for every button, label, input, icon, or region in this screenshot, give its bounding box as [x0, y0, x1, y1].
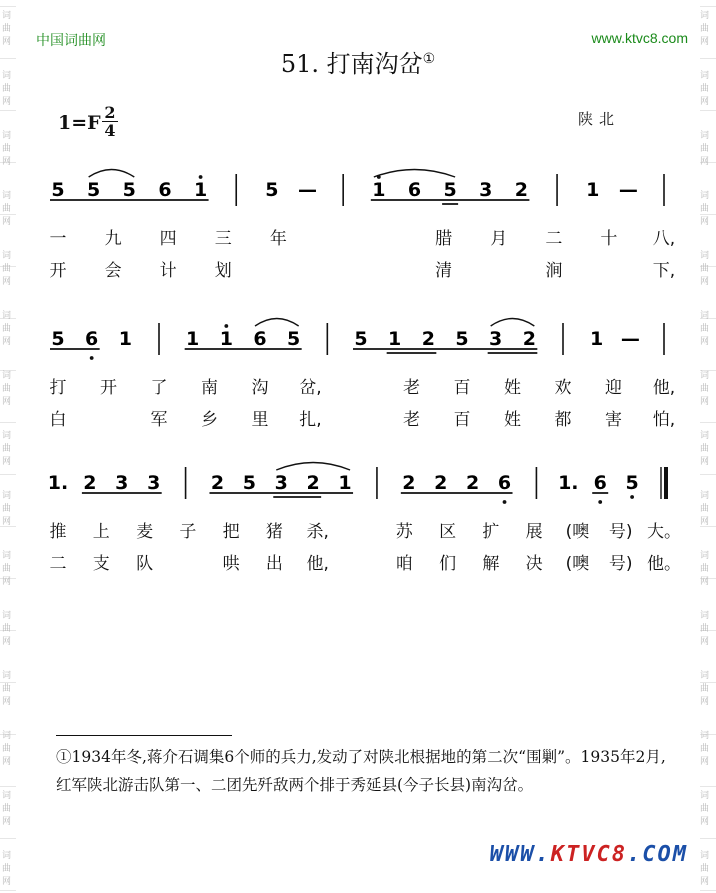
side-watermark-char: 词: [2, 491, 12, 501]
time-signature-top: 2: [104, 103, 116, 122]
lyric-char: 年: [269, 229, 287, 249]
lyric-char: 决: [525, 554, 543, 574]
note: 3: [274, 472, 288, 494]
watermark-part-c: .COM: [627, 842, 688, 867]
octave-dot-above: [224, 324, 228, 328]
note: 5: [87, 179, 101, 201]
note: 1: [586, 179, 600, 201]
note: 2: [421, 328, 435, 350]
watermark-part-b: KTVC8: [550, 842, 628, 867]
lyric-char: 咱: [395, 554, 413, 574]
lyric-char: 百: [453, 410, 471, 430]
note: 3: [147, 472, 161, 494]
lyric-char: 支: [92, 554, 110, 574]
lyric-char: 老: [403, 378, 420, 398]
side-watermark-char: 曲: [700, 444, 710, 454]
note: 5: [242, 472, 256, 494]
footnote-text: ①1934年冬,蒋介石调集6个师的兵力,发动了对陕北根据地的第二次“围剿”。1935年2月,红军陕北游击队第一、二团先歼敌两个排于秀延县(今子长县)南沟岔。: [56, 748, 666, 794]
lyric-char: 了: [150, 378, 168, 398]
lyric-char: 们: [439, 554, 457, 574]
side-watermark-char: 词: [700, 191, 710, 201]
side-watermark-char: 词: [2, 851, 12, 861]
lyric-char: 展: [525, 522, 543, 542]
note: 6: [253, 328, 267, 350]
lyric-char: 害: [605, 410, 622, 430]
note: 5: [443, 179, 457, 201]
lyric-char: 扎,: [299, 410, 322, 430]
side-watermark-char: 曲: [700, 84, 710, 94]
note: 6: [497, 472, 512, 494]
side-watermark-char: 词: [2, 431, 12, 441]
side-watermark-char: 网: [2, 277, 12, 287]
side-watermark-char: 网: [2, 577, 12, 587]
note: 2: [402, 472, 416, 494]
lyric-char: 南: [201, 378, 218, 398]
side-watermark-char: 曲: [700, 264, 710, 274]
side-watermark-char: 曲: [2, 504, 12, 514]
side-watermark-char: 网: [700, 817, 710, 827]
note: 2: [514, 179, 529, 201]
note: 1.: [47, 472, 69, 494]
site-url: www.ktvc8.com: [591, 30, 688, 46]
lyric-char: 子: [179, 522, 197, 542]
note: 1.: [558, 472, 579, 494]
side-watermark-char: 词: [2, 251, 12, 261]
lyric-char: 清: [435, 261, 453, 281]
side-watermark-char: 网: [700, 877, 710, 887]
song-title-text: 51. 打南沟岔: [280, 50, 423, 78]
side-watermark-char: 网: [2, 157, 12, 167]
side-watermark-char: 词: [2, 611, 12, 621]
note: 1: [186, 328, 200, 350]
lyric-char: 月: [490, 229, 508, 249]
lyric-char: 杀,: [306, 522, 329, 542]
side-watermark-char: 词: [700, 851, 710, 861]
note: 6: [407, 179, 422, 201]
lyric-char: 四: [159, 229, 177, 249]
note: 5: [287, 328, 301, 350]
lyric-char: 姓: [504, 378, 521, 398]
side-watermark-char: 网: [2, 637, 12, 647]
side-watermark-char: 词: [700, 431, 710, 441]
lyric-char: 老: [403, 410, 420, 430]
lyric-char: 开: [100, 378, 117, 398]
side-watermark-char: 曲: [2, 444, 12, 454]
note: 1: [388, 328, 402, 350]
side-watermark-char: 词: [700, 731, 710, 741]
lyric-char: 他,: [652, 378, 676, 398]
side-watermark-char: 词: [2, 551, 12, 561]
note: 3: [489, 328, 503, 350]
side-watermark-char: 网: [2, 457, 12, 467]
slur: [276, 463, 350, 471]
lyric-char: 大。: [647, 522, 681, 542]
lyric-char: 下,: [652, 261, 676, 281]
side-watermark-char: 网: [700, 217, 710, 227]
octave-dot-below: [90, 356, 94, 360]
side-watermark-char: 词: [700, 71, 710, 81]
side-watermark-char: 网: [700, 277, 710, 287]
note: 1: [338, 472, 352, 494]
note: 2: [83, 472, 97, 494]
side-watermark-char: 曲: [2, 264, 12, 274]
side-watermark-char: 词: [700, 611, 710, 621]
note: 6: [593, 472, 607, 494]
side-watermark-char: 曲: [700, 204, 710, 214]
lyric-char: 一: [49, 229, 67, 249]
note: 1: [219, 328, 233, 350]
lyric-char: 开: [49, 261, 67, 281]
side-watermark-char: 词: [2, 371, 12, 381]
lyric-char: 出: [265, 554, 283, 574]
lyric-char: 姓: [504, 410, 521, 430]
lyric-char: 麦: [136, 522, 154, 542]
octave-dot-below: [630, 495, 634, 499]
note: 2: [210, 472, 225, 494]
side-watermark-char: 曲: [2, 864, 12, 874]
lyric-char: (噢: [565, 554, 590, 574]
lyric-char: 哄: [222, 554, 240, 574]
lyric-char: 里: [251, 410, 269, 430]
lyric-char: 二: [49, 554, 67, 574]
side-watermark-char: 网: [700, 637, 710, 647]
lyric-char: 八,: [652, 229, 676, 249]
watermark-url: [490, 842, 688, 867]
side-watermark-char: 网: [2, 817, 12, 827]
note: 5: [455, 328, 469, 350]
note: 5: [51, 328, 65, 350]
side-watermark-char: 曲: [2, 324, 12, 334]
lyric-char: 白: [49, 410, 67, 430]
side-watermark-char: 词: [2, 131, 12, 141]
lyric-char: 沟: [251, 378, 269, 398]
side-watermark-char: 网: [700, 37, 710, 47]
lyric-char: 腊: [435, 229, 453, 249]
side-watermark-char: 网: [2, 337, 12, 347]
lyric-char: 欢: [554, 378, 572, 398]
side-watermark-char: 曲: [700, 564, 710, 574]
side-watermark-char: 词: [2, 71, 12, 81]
side-watermark-char: 网: [2, 517, 12, 527]
octave-dot-above: [199, 175, 203, 179]
key-signature: 1=F: [58, 112, 101, 134]
side-watermark-char: 词: [2, 671, 12, 681]
note: 1: [193, 179, 208, 201]
side-watermark-char: 词: [2, 791, 12, 801]
side-watermark-char: 曲: [700, 864, 710, 874]
side-watermark-char: 网: [700, 397, 710, 407]
time-signature-bottom: 4: [102, 121, 118, 139]
side-watermark-char: 曲: [700, 684, 710, 694]
side-watermark-char: 词: [2, 191, 12, 201]
side-watermark-char: 曲: [700, 624, 710, 634]
lyric-char: 推: [49, 522, 67, 542]
slur: [491, 319, 535, 327]
lyric-char: 三: [214, 229, 232, 249]
side-watermark-char: 网: [2, 757, 12, 767]
lyric-char: 解: [482, 554, 500, 574]
side-watermark-char: 曲: [2, 204, 12, 214]
side-watermark-char: 曲: [700, 504, 710, 514]
lyric-char: 他。: [647, 554, 681, 574]
lyric-char: 百: [453, 378, 471, 398]
side-watermark-char: 词: [700, 671, 710, 681]
lyric-char: 号): [608, 554, 633, 574]
side-watermark-char: 曲: [700, 24, 710, 34]
lyric-char: 怕,: [652, 410, 676, 430]
side-watermark-char: 词: [700, 551, 710, 561]
side-watermark-char: 曲: [700, 744, 710, 754]
note: 5: [354, 328, 368, 350]
side-watermark-char: 曲: [2, 144, 12, 154]
lyric-char: 他,: [306, 554, 329, 574]
side-watermark-char: 网: [2, 217, 12, 227]
footnote-mark: ①: [422, 51, 436, 67]
lyric-char: 涧: [545, 261, 563, 281]
side-watermark-char: 网: [700, 157, 710, 167]
note: 6: [158, 179, 172, 201]
side-watermark-char: 词: [700, 371, 710, 381]
side-watermark-char: 词: [2, 11, 12, 21]
note: 2: [306, 472, 320, 494]
side-watermark-char: 网: [700, 757, 710, 767]
lyric-char: 区: [439, 522, 457, 542]
lyric-char: 队: [136, 554, 154, 574]
watermark-part-a: WWW.: [489, 842, 551, 867]
side-watermark-char: 词: [700, 11, 710, 21]
side-watermark-char: 词: [700, 131, 710, 141]
side-watermark-char: 曲: [2, 744, 12, 754]
side-watermark-char: 曲: [2, 684, 12, 694]
lyric-char: 打: [49, 378, 67, 398]
lyric-char: 划: [214, 261, 232, 281]
site-name: 中国词曲网: [36, 33, 106, 49]
side-watermark-char: 曲: [700, 804, 710, 814]
note: 2: [466, 472, 480, 494]
lyric-char: 迎: [605, 378, 622, 398]
side-watermark-char: 曲: [700, 324, 710, 334]
side-watermark-char: 曲: [2, 24, 12, 34]
side-watermark-char: 词: [700, 791, 710, 801]
note: —: [618, 179, 638, 201]
note: 1: [372, 179, 386, 201]
lyric-char: 猪: [265, 522, 283, 542]
lyric-char: 十: [600, 229, 618, 249]
side-watermark-char: 网: [2, 877, 12, 887]
note: 3: [479, 179, 493, 201]
lyric-char: 军: [150, 410, 168, 430]
lyric-char: (噢: [565, 522, 590, 542]
lyric-char: 上: [92, 522, 110, 542]
lyric-char: 号): [608, 522, 633, 542]
octave-dot-below: [503, 500, 507, 504]
note: 1: [590, 328, 604, 350]
lyric-char: 九: [104, 229, 122, 249]
lyric-char: 岔,: [299, 378, 322, 398]
lyric-char: 乡: [201, 410, 218, 430]
note: —: [298, 179, 318, 201]
note: 1: [118, 328, 132, 350]
lyric-char: 二: [545, 229, 563, 249]
side-watermark-char: 网: [2, 37, 12, 47]
footnote-rule: [56, 735, 232, 736]
side-watermark-char: 词: [2, 311, 12, 321]
side-watermark-char: 网: [700, 697, 710, 707]
side-watermark-char: 网: [2, 397, 12, 407]
side-watermark-char: 网: [700, 337, 710, 347]
side-watermark-char: 曲: [2, 564, 12, 574]
side-watermark-char: 网: [2, 97, 12, 107]
side-watermark-char: 曲: [700, 144, 710, 154]
note: 2: [522, 328, 536, 350]
note: 5: [51, 179, 65, 201]
side-watermark-char: 曲: [2, 84, 12, 94]
lyric-char: 把: [222, 522, 240, 542]
side-watermark-char: 网: [700, 577, 710, 587]
side-watermark-char: 网: [2, 697, 12, 707]
side-watermark-char: 曲: [2, 804, 12, 814]
note: 5: [265, 179, 279, 201]
lyric-char: 计: [159, 261, 177, 281]
slur: [374, 170, 455, 178]
note: 3: [115, 472, 129, 494]
side-watermark-char: 词: [700, 491, 710, 501]
note: 6: [85, 328, 99, 350]
note: 5: [625, 472, 639, 494]
side-watermark-char: 曲: [700, 384, 710, 394]
side-watermark-char: 词: [2, 731, 12, 741]
note: —: [620, 328, 640, 350]
lyric-char: 扩: [482, 522, 500, 542]
octave-dot-below: [598, 500, 602, 504]
side-watermark-char: 词: [700, 311, 710, 321]
note: 2: [434, 472, 448, 494]
side-watermark-char: 网: [700, 457, 710, 467]
side-watermark-char: 曲: [2, 624, 12, 634]
lyric-char: 都: [554, 410, 572, 430]
side-watermark-char: 词: [700, 251, 710, 261]
side-watermark-char: 曲: [2, 384, 12, 394]
song-region: 陕北: [578, 110, 621, 128]
lyric-char: 会: [104, 261, 122, 281]
slur: [89, 170, 135, 178]
slur: [255, 319, 299, 327]
lyric-char: 苏: [395, 522, 413, 542]
side-watermark-char: 网: [700, 517, 710, 527]
side-watermark-char: 网: [700, 97, 710, 107]
note: 5: [122, 179, 136, 201]
